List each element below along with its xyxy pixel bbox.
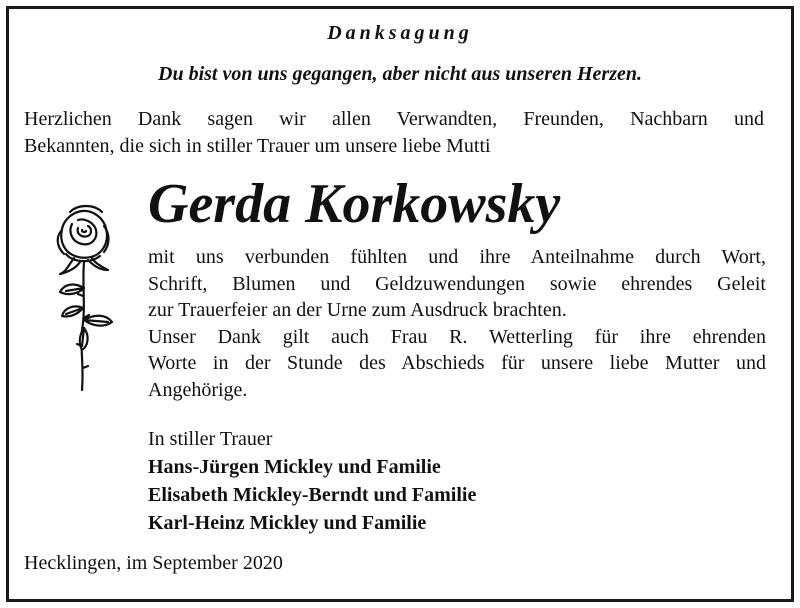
body-line: mit uns verbunden fühlten und ihre Anteilnahme durch Wort, (148, 246, 766, 268)
place-date: Hecklingen, im September 2020 (24, 552, 283, 574)
family-name: Karl-Heinz Mickley und Familie (148, 512, 427, 534)
deceased-name: Gerda Korkowsky (148, 173, 561, 235)
body-line: Schrift, Blumen und Geldzuwendungen sowie ehrendes Geleit (148, 272, 766, 295)
notice-heading: Danksagung (327, 22, 473, 44)
notice-motto: Du bist von uns gegangen, aber nicht aus unseren Herzen. (158, 63, 642, 85)
intro-line: Herzlichen Dank sagen wir allen Verwandten, Freunden, Nachbarn und (24, 108, 764, 130)
intro-line: Bekannten, die sich in stiller Trauer um unsere liebe Mutti (24, 135, 491, 157)
family-name: Elisabeth Mickley-Berndt und Familie (148, 484, 477, 506)
body-line: Worte in der Stunde des Abschieds für unsere liebe Mutter und (148, 352, 766, 374)
rose-icon (38, 196, 134, 392)
family-name: Hans-Jürgen Mickley und Familie (148, 456, 441, 478)
body-line: Unser Dank gilt auch Frau R. Wetterling für ihre ehrenden (148, 325, 766, 348)
body-paragraph (148, 244, 766, 403)
signoff-lead: In stiller Trauer (148, 428, 273, 450)
intro-paragraph (24, 106, 764, 160)
body-line: Angehörige. (148, 378, 248, 401)
signoff-block (148, 425, 768, 537)
body-line: zur Trauerfeier an der Urne zum Ausdruck brachten. (148, 299, 567, 321)
